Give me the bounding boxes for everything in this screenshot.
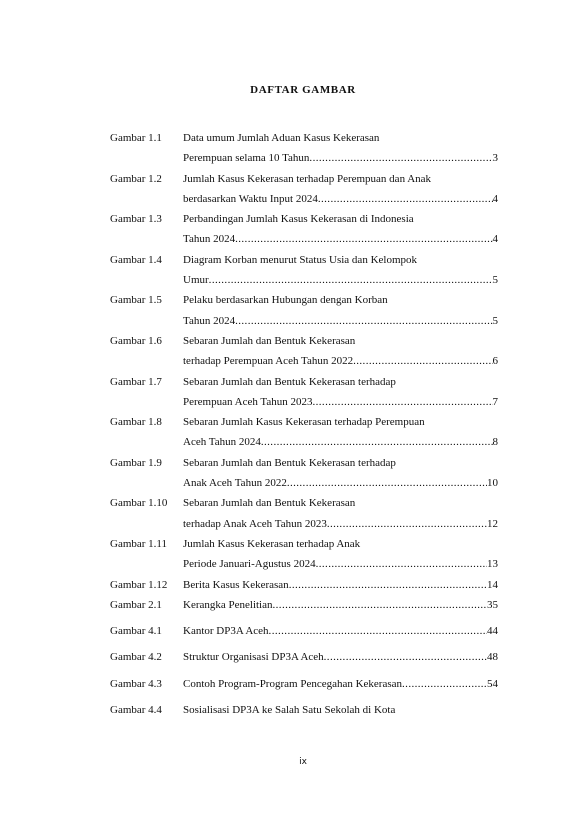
figure-entry xyxy=(110,595,498,615)
caption-text: berdasarkan Waktu Input 2024 xyxy=(183,192,318,205)
figure-number: Gambar 1.7 xyxy=(110,375,162,388)
caption-line-with-leader xyxy=(183,148,498,168)
caption-text: Pelaku berdasarkan Hubungan dengan Korban xyxy=(183,294,388,307)
caption-line-with-leader xyxy=(183,270,498,290)
caption-text: Anak Aceh Tahun 2022 xyxy=(183,477,287,490)
dot-leader xyxy=(318,189,493,209)
figure-page-ref: 8 xyxy=(492,436,498,449)
caption-text: Struktur Organisasi DP3A Aceh xyxy=(183,651,324,664)
figure-caption xyxy=(183,493,498,534)
figure-number: Gambar 1.12 xyxy=(110,578,168,591)
figure-entry xyxy=(110,621,498,641)
figure-caption xyxy=(183,700,498,720)
figure-caption xyxy=(183,534,498,575)
caption-line-with-leader xyxy=(183,554,498,574)
caption-text: Contoh Program-Program Pencegahan Kekerasan xyxy=(183,677,403,690)
figure-caption xyxy=(183,331,498,372)
figure-number: Gambar 1.4 xyxy=(110,253,162,266)
figure-entry xyxy=(110,534,498,575)
caption-text: Sebaran Jumlah dan Bentuk Kekerasan xyxy=(183,497,356,510)
figure-page-ref: 54 xyxy=(487,677,498,690)
caption-text: Kerangka Penelitian xyxy=(183,598,273,611)
caption-text: Berita Kasus Kekerasan xyxy=(183,578,289,591)
figure-page-ref: 10 xyxy=(487,477,498,490)
figure-number: Gambar 1.9 xyxy=(110,456,162,469)
figure-number: Gambar 1.10 xyxy=(110,497,168,510)
caption-text: Aceh Tahun 2024 xyxy=(183,436,261,449)
figure-number: Gambar 1.2 xyxy=(110,172,162,185)
caption-text: Umur xyxy=(183,274,209,287)
caption-line-with-leader xyxy=(183,311,498,331)
dot-leader xyxy=(324,647,487,667)
caption-text: Jumlah Kasus Kekerasan terhadap Perempuan dan Anak xyxy=(183,172,432,185)
figure-entry xyxy=(110,128,498,169)
figure-page-ref: 5 xyxy=(492,274,498,287)
caption-line-with-leader xyxy=(183,621,498,641)
dot-leader xyxy=(289,575,487,595)
figure-page-ref: 35 xyxy=(487,598,498,611)
figure-number: Gambar 1.1 xyxy=(110,132,162,144)
figure-number: Gambar 1.11 xyxy=(110,537,168,550)
caption-line-with-leader xyxy=(183,351,498,371)
figure-page-ref: 7 xyxy=(492,395,498,408)
figure-caption xyxy=(183,621,498,641)
caption-line-with-leader xyxy=(183,595,498,615)
figure-page-ref: 12 xyxy=(487,517,498,530)
caption-text: Jumlah Kasus Kekerasan terhadap Anak xyxy=(183,537,361,550)
figure-caption xyxy=(183,250,498,291)
dot-leader xyxy=(316,554,487,574)
figure-page-ref: 5 xyxy=(492,314,498,327)
caption-text: Periode Januari-Agustus 2024 xyxy=(183,558,316,571)
dot-leader xyxy=(312,392,492,412)
caption-text: Sosialisasi DP3A ke Salah Satu Sekolah di Kota xyxy=(183,704,396,717)
figure-entry xyxy=(110,412,498,453)
dot-leader xyxy=(353,351,492,371)
page-title: DAFTAR GAMBAR xyxy=(250,84,356,96)
figure-number: Gambar 4.4 xyxy=(110,704,162,717)
caption-text: Data umum Jumlah Aduan Kasus Kekerasan xyxy=(183,132,380,144)
caption-line-with-leader xyxy=(183,514,498,534)
dot-leader xyxy=(269,621,487,641)
dot-leader xyxy=(261,432,493,452)
figure-page-ref: 4 xyxy=(492,192,498,205)
caption-line-with-leader xyxy=(183,229,498,249)
figure-entry xyxy=(110,290,498,331)
caption-text: Sebaran Jumlah dan Bentuk Kekerasan terhadap xyxy=(183,375,396,388)
caption-text: Sebaran Jumlah dan Bentuk Kekerasan terhadap xyxy=(183,456,396,469)
figure-number: Gambar 1.8 xyxy=(110,416,162,429)
dot-leader xyxy=(402,674,487,694)
figure-entry xyxy=(110,647,498,667)
figure-caption xyxy=(183,575,498,595)
figure-number: Gambar 1.6 xyxy=(110,334,162,347)
figure-caption xyxy=(183,674,498,694)
figure-caption xyxy=(183,290,498,331)
figure-entry xyxy=(110,372,498,413)
figure-caption xyxy=(183,412,498,453)
dot-leader xyxy=(327,514,487,534)
figure-caption xyxy=(183,209,498,250)
figure-page-ref: 4 xyxy=(492,233,498,246)
caption-line-with-leader xyxy=(183,575,498,595)
figure-entry xyxy=(110,209,498,250)
figure-entry xyxy=(110,250,498,291)
dot-leader xyxy=(309,148,492,168)
figure-page-ref: 44 xyxy=(487,625,498,638)
figure-page-ref: 3 xyxy=(492,152,498,165)
figure-number: Gambar 1.5 xyxy=(110,294,162,307)
figure-number: Gambar 4.1 xyxy=(110,625,162,638)
dot-leader xyxy=(235,229,492,249)
caption-text: Sebaran Jumlah Kasus Kekerasan terhadap Perempuan xyxy=(183,416,425,429)
caption-text: Perbandingan Jumlah Kasus Kekerasan di Indonesia xyxy=(183,213,414,226)
caption-text: terhadap Anak Aceh Tahun 2023 xyxy=(183,517,327,530)
caption-line-with-leader xyxy=(183,473,498,493)
caption-text: Diagram Korban menurut Status Usia dan Kelompok xyxy=(183,253,418,266)
caption-text: Kantor DP3A Aceh xyxy=(183,625,269,638)
figure-entry xyxy=(110,453,498,494)
figure-caption xyxy=(183,169,498,210)
figure-page-ref: 48 xyxy=(487,651,498,664)
figure-caption xyxy=(183,647,498,667)
caption-text: Sebaran Jumlah dan Bentuk Kekerasan xyxy=(183,334,356,347)
caption-text: terhadap Perempuan Aceh Tahun 2022 xyxy=(183,355,354,368)
caption-line-with-leader xyxy=(183,674,498,694)
dot-leader xyxy=(273,595,488,615)
dot-leader xyxy=(235,311,492,331)
figure-number: Gambar 2.1 xyxy=(110,598,162,611)
figure-number: Gambar 4.2 xyxy=(110,651,162,664)
figure-entry xyxy=(110,331,498,372)
figure-entry xyxy=(110,493,498,534)
caption-line-with-leader xyxy=(183,392,498,412)
caption-line-with-leader xyxy=(183,189,498,209)
figure-caption xyxy=(183,453,498,494)
figure-caption xyxy=(183,128,498,169)
figure-number: Gambar 1.3 xyxy=(110,213,162,226)
figure-page-ref: 14 xyxy=(487,578,498,591)
figure-caption xyxy=(183,595,498,615)
figure-caption xyxy=(183,372,498,413)
caption-line-with-leader xyxy=(183,432,498,452)
figure-page-ref: 6 xyxy=(492,355,498,368)
figure-page-ref: 13 xyxy=(487,558,498,571)
page-number: ix xyxy=(299,757,307,767)
figure-entry xyxy=(110,674,498,694)
figure-entry xyxy=(110,700,498,720)
caption-text: Tahun 2024 xyxy=(183,233,236,246)
caption-text: Tahun 2024 xyxy=(183,314,236,327)
caption-text: Perempuan selama 10 Tahun xyxy=(183,152,310,165)
figure-number: Gambar 4.3 xyxy=(110,677,162,690)
figure-entry xyxy=(110,169,498,210)
caption-text: Perempuan Aceh Tahun 2023 xyxy=(183,395,313,408)
figure-entry xyxy=(110,575,498,595)
caption-line-with-leader xyxy=(183,647,498,667)
dot-leader xyxy=(209,270,493,290)
dot-leader xyxy=(287,473,487,493)
figure-list xyxy=(110,128,498,726)
